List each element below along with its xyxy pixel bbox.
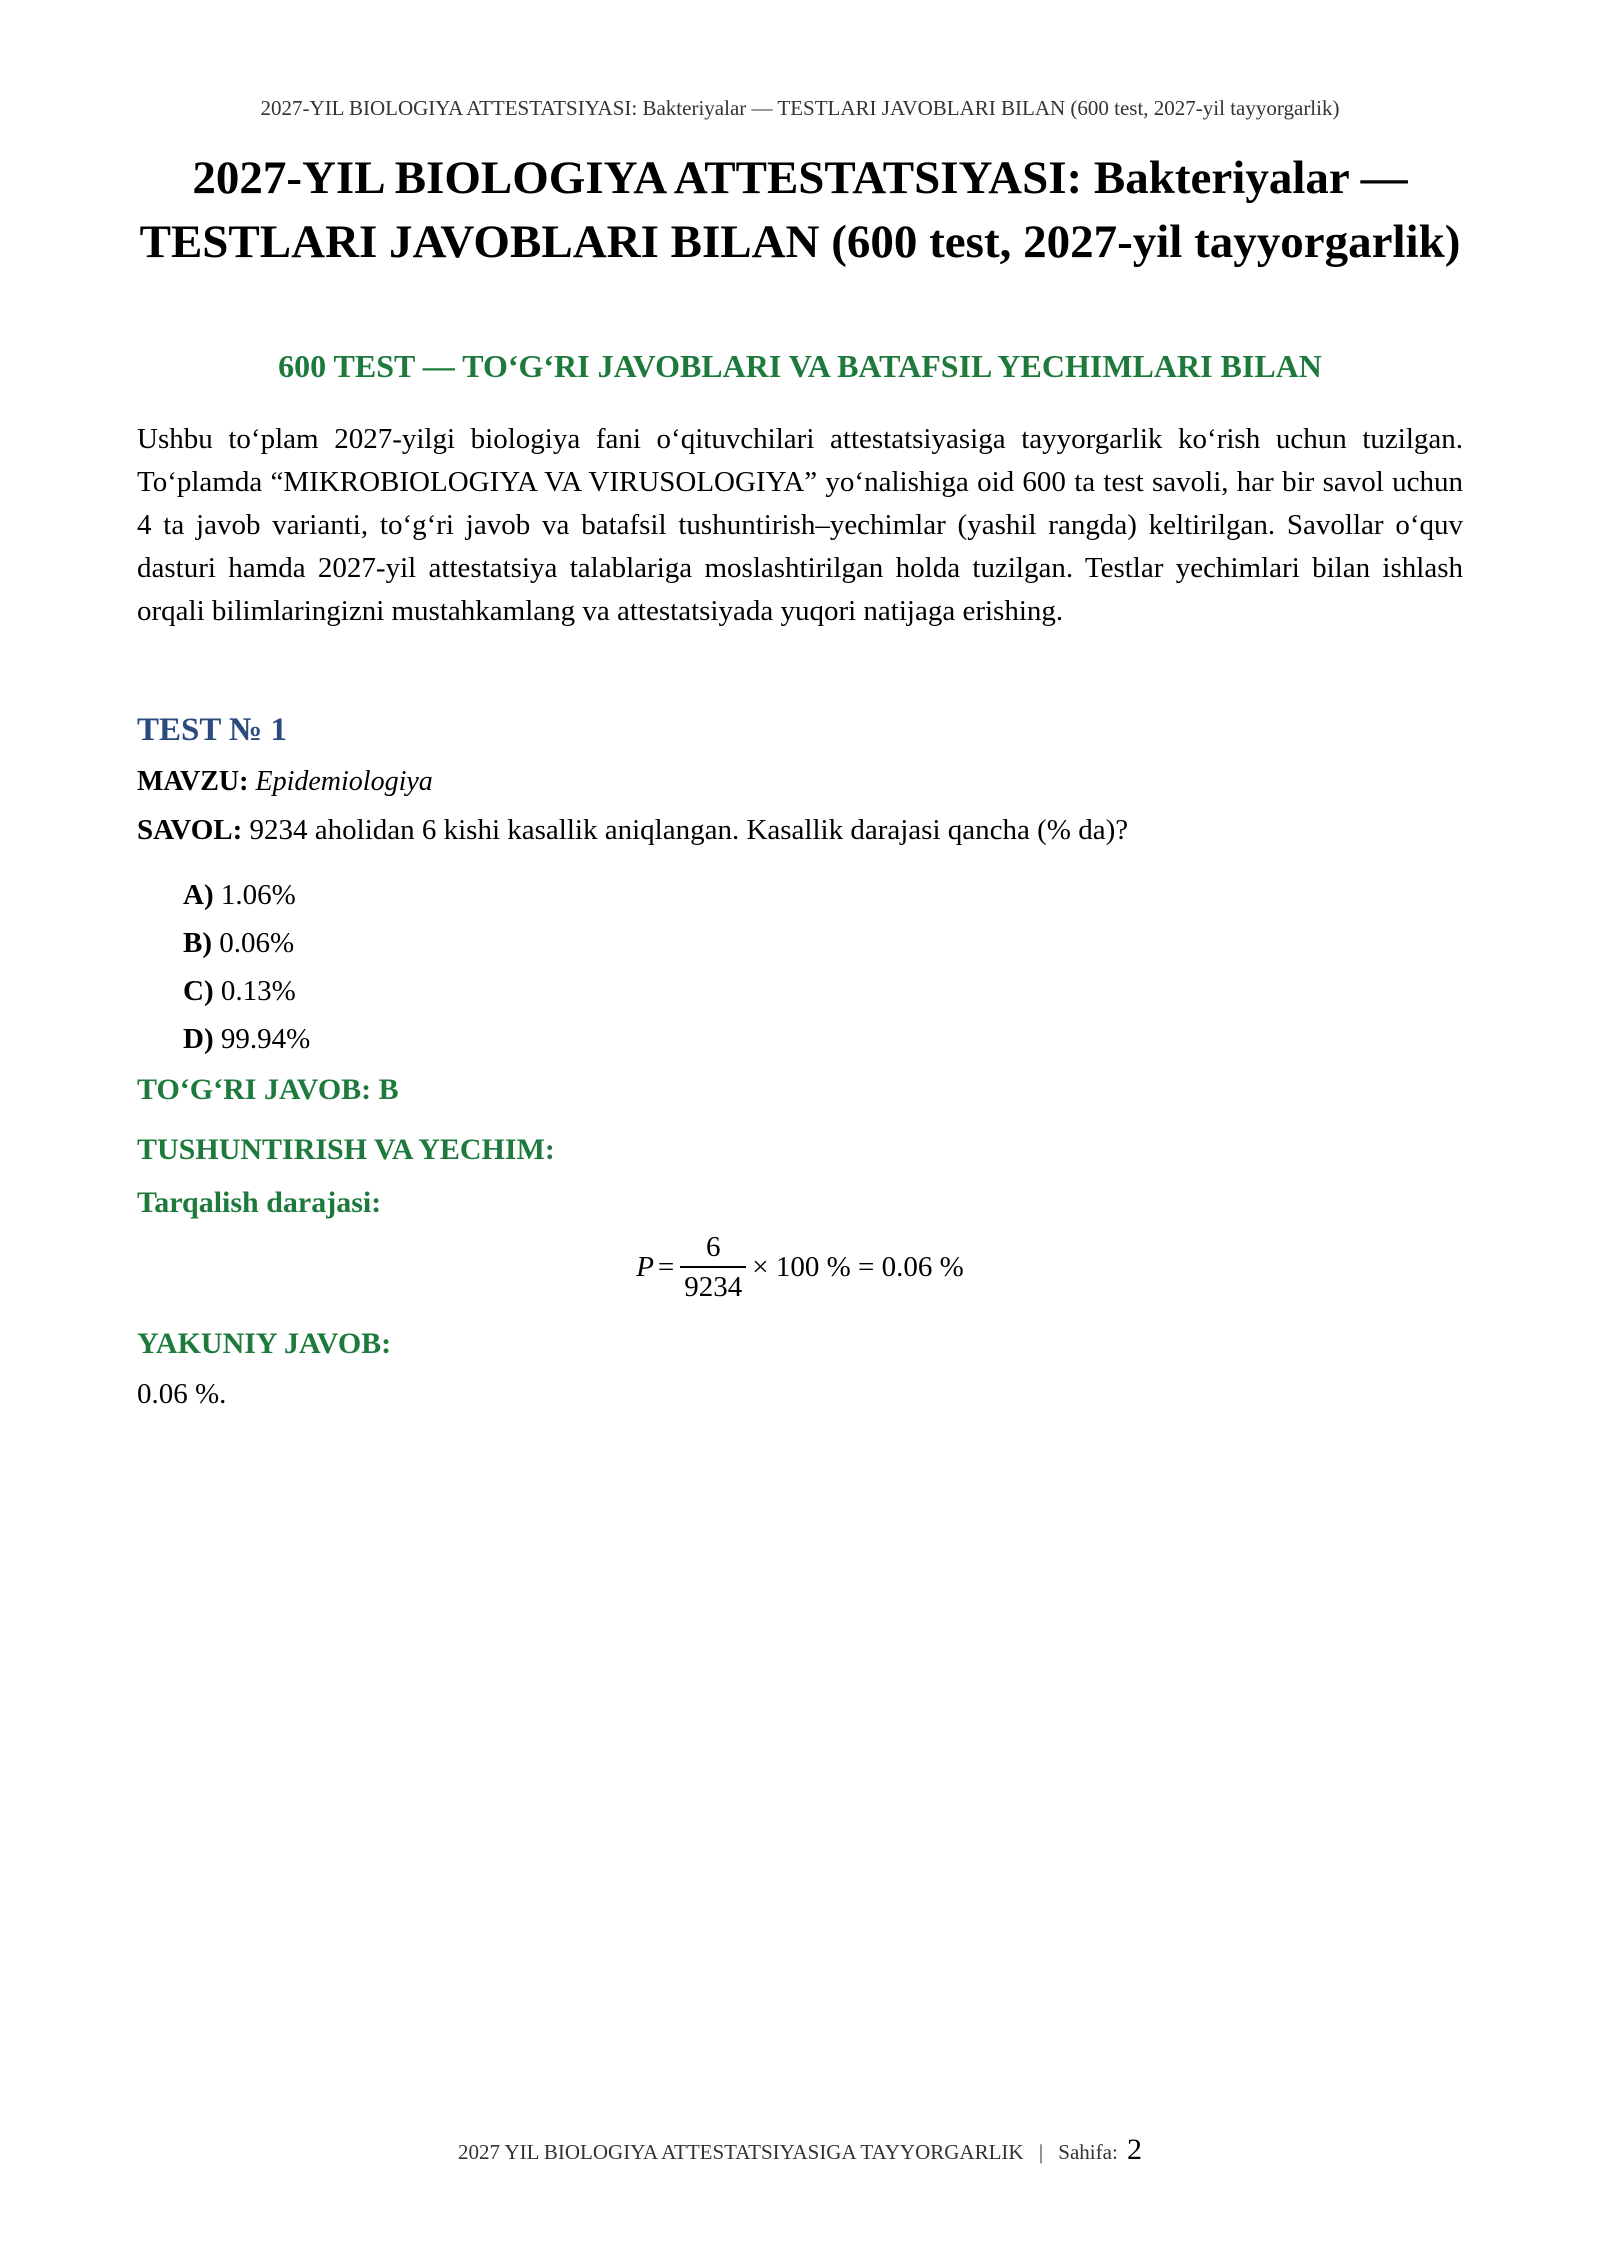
document-subtitle: 600 TEST — TO‘G‘RI JAVOBLARI VA BATAFSIL YECHIMLARI BILAN: [278, 348, 1322, 384]
option-text: 1.06%: [220, 879, 296, 911]
option-c: [183, 967, 310, 1015]
option-letter: A): [183, 879, 214, 911]
option-text: 0.13%: [220, 975, 296, 1007]
final-answer-value: 0.06 %.: [137, 1378, 227, 1410]
correct-answer: TO‘G‘RI JAVOB: B: [137, 1073, 399, 1106]
topic-line: [137, 766, 433, 798]
topic-value: Epidemiologiya: [255, 766, 433, 797]
topic-label: MAVZU:: [137, 766, 249, 797]
spread-heading: Tarqalish darajasi:: [137, 1186, 382, 1219]
option-letter: D): [183, 1023, 214, 1055]
option-letter: B): [183, 927, 212, 959]
formula-rest: × 100 % = 0.06 %: [752, 1250, 964, 1283]
option-text: 99.94%: [220, 1023, 311, 1055]
formula-equals: =: [657, 1250, 675, 1283]
answer-options: [183, 871, 310, 1063]
option-d: [183, 1015, 310, 1063]
test-heading: TEST № 1: [137, 712, 287, 748]
option-text: 0.06%: [219, 927, 295, 959]
option-a: [183, 871, 310, 919]
formula-denominator: 9234: [684, 1271, 743, 1303]
formula: [0, 1230, 1600, 1304]
formula-numerator: 6: [706, 1231, 721, 1263]
footer-text: 2027 YIL BIOLOGIYA ATTESTATSIYASIGA TAYYORGARLIK: [457, 2140, 1024, 2164]
document-title: 2027-YIL BIOLOGIYA ATTESTATSIYASI: Bakteriyalar — TESTLARI JAVOBLARI BILAN (600 test, 2027-yil tayyorgarlik): [139, 152, 1461, 268]
formula-body: [636, 1230, 964, 1304]
running-header: 2027-YIL BIOLOGIYA ATTESTATSIYASI: Bakteriyalar — TESTLARI JAVOBLARI BILAN (600 test, 2027-yil tayyorgarlik): [260, 96, 1340, 120]
question-label: SAVOL:: [137, 814, 243, 846]
question-text: 9234 aholidan 6 kishi kasallik aniqlangan. Kasallik darajasi qancha (% da)?: [249, 814, 1129, 846]
formula-variable: P: [636, 1250, 654, 1283]
formula-fraction: [680, 1230, 746, 1304]
final-answer-heading: YAKUNIY JAVOB:: [137, 1327, 392, 1360]
footer-page-label: Sahifa:: [1058, 2140, 1118, 2164]
question-line: [137, 814, 1128, 847]
option-letter: C): [183, 975, 214, 1007]
option-b: [183, 919, 310, 967]
page-footer: [0, 2133, 1600, 2167]
footer-separator: |: [1038, 2140, 1044, 2164]
explanation-heading: TUSHUNTIRISH VA YECHIM:: [137, 1133, 555, 1166]
footer-page-number: 2: [1127, 2133, 1143, 2166]
intro-paragraph: Ushbu to‘plam 2027-yilgi biologiya fani o‘qituvchilari attestatsiyasiga tayyorgarlik ko‘rish uchun tuzilgan. To‘plamda “MIKROBIOLOGIYA VA VIRUSOLOGIYA” yo‘nalishiga oid 600 ta test savoli, har bir savol uchun 4 ta javob varianti, to‘g‘ri javob va batafsil tushuntirish–yechimlar (yashil rangda) keltirilgan. Savollar o‘quv dasturi hamda 2027-yil attestatsiya talablariga moslashtirilgan holda tuzilgan. Testlar yechimlari bilan ishlash orqali bilimlaringizni mustahkamlang va attestatsiyada yuqori natijaga erishing.: [137, 423, 1463, 627]
